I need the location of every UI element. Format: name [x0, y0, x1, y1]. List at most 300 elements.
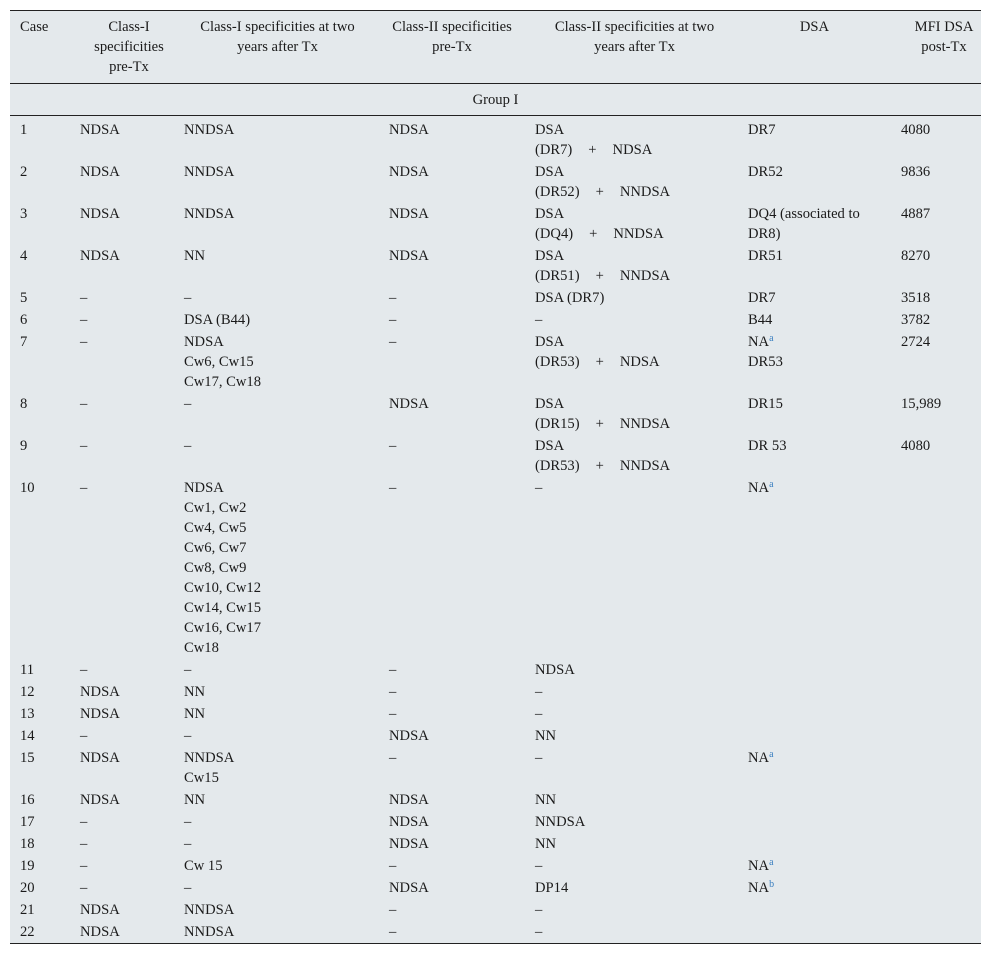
class2-post-cell [525, 855, 738, 877]
class2-post-cell [525, 921, 738, 943]
class2-post-line: DSA (DR7) [535, 290, 605, 306]
dsa-cell [738, 659, 891, 681]
case-number: 1 [20, 122, 28, 138]
class2-post-line [535, 266, 734, 286]
dsa-value: NA [748, 480, 770, 496]
class1-pre-cell: – [80, 880, 88, 896]
table-row [10, 245, 981, 287]
table-row [10, 747, 981, 789]
class1-post-cell [174, 161, 379, 203]
dsa-cell [738, 245, 891, 287]
class1-pre-cell: NDSA [80, 924, 120, 940]
mfi-cell: 15,989 [901, 396, 942, 412]
class2-pre-cell: NDSA [389, 814, 429, 830]
plus-sign: + [595, 416, 604, 432]
class1-post-line: – [184, 880, 192, 896]
class2-pre-cell: NDSA [389, 206, 429, 222]
dsa-entry [748, 288, 887, 308]
class1-post-line: Cw16, Cw17 [184, 620, 262, 636]
mfi-cell: 8270 [901, 248, 931, 264]
class2-post-cell [525, 833, 738, 855]
dsa-cell [738, 725, 891, 747]
header-row [10, 11, 981, 84]
class1-post-line: NNDSA [184, 164, 235, 180]
class1-post-line: – [184, 836, 192, 852]
class1-post-line: DSA (B44) [184, 312, 251, 328]
mfi-cell [891, 833, 981, 855]
dsa-value: DQ4 (associated to DR8) [748, 206, 860, 242]
class2-pre-cell: – [389, 706, 397, 722]
table-row [10, 477, 981, 659]
mfi-cell [891, 855, 981, 877]
dsa-cell [738, 393, 891, 435]
plus-sign: + [595, 184, 604, 200]
dsa-value: DR15 [748, 396, 783, 412]
case-number: 6 [20, 312, 28, 328]
dsa-cell [738, 899, 891, 921]
case-number: 11 [20, 662, 35, 678]
class2-post-line [535, 140, 734, 160]
class2-post-cell [525, 899, 738, 921]
mfi-cell: 4887 [901, 206, 931, 222]
case-number: 20 [20, 880, 35, 896]
plus-sign: + [588, 142, 597, 158]
class2-pre-cell: – [389, 684, 397, 700]
class1-post-cell [174, 899, 379, 921]
dsa-cell [738, 855, 891, 877]
dsa-entry [748, 748, 887, 768]
case-number: 19 [20, 858, 35, 874]
class1-post-line: NNDSA [184, 924, 235, 940]
class1-post-line: – [184, 438, 192, 454]
class2-post-line: – [535, 480, 543, 496]
table-row [10, 309, 981, 331]
case-number: 9 [20, 438, 28, 454]
mfi-cell [891, 703, 981, 725]
dsa-entry [748, 310, 887, 330]
table-row [10, 331, 981, 393]
class2-pre-cell: – [389, 924, 397, 940]
table-row [10, 899, 981, 921]
header-case: Case [20, 19, 49, 35]
dsa-entry [748, 878, 887, 898]
dsa-cell [738, 477, 891, 659]
class2-post-extra: NNDSA [619, 416, 671, 432]
mfi-cell: 3518 [901, 290, 931, 306]
case-number: 17 [20, 814, 35, 830]
class1-post-cell [174, 659, 379, 681]
class1-post-line: Cw6, Cw15 [184, 354, 254, 370]
class1-pre-cell: NDSA [80, 164, 120, 180]
dsa-entry [748, 478, 887, 498]
table-row [10, 287, 981, 309]
class1-post-line: NN [184, 684, 206, 700]
mfi-cell: 2724 [901, 334, 931, 350]
class1-post-line: NNDSA [184, 750, 235, 766]
case-number: 13 [20, 706, 35, 722]
class1-post-cell [174, 811, 379, 833]
class1-post-line: – [184, 728, 192, 744]
class1-post-cell [174, 921, 379, 943]
class2-post-cell [525, 203, 738, 245]
class1-post-line: NNDSA [184, 122, 235, 138]
class2-post-line: NN [535, 728, 557, 744]
dsa-cell [738, 435, 891, 477]
class2-pre-cell: NDSA [389, 248, 429, 264]
class2-post-line: DSA [535, 396, 565, 412]
class1-post-line: Cw6, Cw7 [184, 540, 247, 556]
header-class1-pre: Class-I specificities pre-Tx [94, 19, 164, 75]
class1-post-line: Cw 15 [184, 858, 223, 874]
class1-post-line: NN [184, 792, 206, 808]
class2-post-specificity: (DR15) [535, 416, 580, 432]
case-number: 7 [20, 334, 28, 350]
case-number: 16 [20, 792, 35, 808]
case-number: 5 [20, 290, 28, 306]
class2-post-specificity: (DR51) [535, 268, 580, 284]
class2-post-extra: NNDSA [619, 184, 671, 200]
table-row [10, 833, 981, 855]
case-number: 14 [20, 728, 35, 744]
class1-post-line: NDSA [184, 480, 224, 496]
class2-post-cell [525, 877, 738, 899]
class1-post-line: Cw4, Cw5 [184, 520, 247, 536]
class1-pre-cell: NDSA [80, 792, 120, 808]
table-row [10, 116, 981, 162]
class1-post-cell [174, 287, 379, 309]
mfi-cell: 9836 [901, 164, 931, 180]
class2-pre-cell: NDSA [389, 728, 429, 744]
class2-pre-cell: NDSA [389, 164, 429, 180]
class2-post-line: DSA [535, 438, 565, 454]
class2-post-cell [525, 116, 738, 162]
case-number: 12 [20, 684, 35, 700]
dsa-value: DR52 [748, 164, 783, 180]
case-number: 8 [20, 396, 28, 412]
class2-post-line [535, 182, 734, 202]
table-row [10, 855, 981, 877]
header-dsa: DSA [799, 19, 830, 35]
class2-pre-cell: NDSA [389, 396, 429, 412]
class2-post-cell [525, 331, 738, 393]
class1-pre-cell: – [80, 728, 88, 744]
table-row [10, 921, 981, 943]
header-class2-post: Class-II specificities at two years after Tx [554, 19, 715, 55]
dsa-cell [738, 287, 891, 309]
class2-post-line [535, 456, 734, 476]
class2-post-extra: NDSA [612, 142, 653, 158]
class1-post-cell [174, 681, 379, 703]
dsa-value: NA [748, 880, 770, 896]
class1-post-cell [174, 309, 379, 331]
class2-post-line: – [535, 684, 543, 700]
class1-post-line: Cw10, Cw12 [184, 580, 262, 596]
class1-pre-cell: NDSA [80, 750, 120, 766]
class2-pre-cell: – [389, 438, 397, 454]
class2-pre-cell: – [389, 312, 397, 328]
class2-post-cell [525, 747, 738, 789]
class1-pre-cell: NDSA [80, 902, 120, 918]
dsa-entry [748, 394, 887, 414]
class2-pre-cell: – [389, 290, 397, 306]
mfi-cell [891, 921, 981, 943]
dsa-cell [738, 203, 891, 245]
dsa-cell [738, 747, 891, 789]
case-number: 2 [20, 164, 28, 180]
class2-post-extra: NNDSA [619, 458, 671, 474]
class2-post-line: NN [535, 792, 557, 808]
table-row [10, 161, 981, 203]
class2-post-line [535, 224, 734, 244]
class1-pre-cell: – [80, 438, 88, 454]
plus-sign: + [595, 354, 604, 370]
class2-post-line: – [535, 902, 543, 918]
case-number: 10 [20, 480, 35, 496]
case-number: 4 [20, 248, 28, 264]
class1-post-cell [174, 435, 379, 477]
dsa-value: B44 [748, 312, 773, 328]
class2-post-cell [525, 725, 738, 747]
class2-pre-cell: – [389, 662, 397, 678]
dsa-entry [748, 332, 887, 352]
footnote-marker: a [769, 749, 774, 760]
class1-post-cell [174, 703, 379, 725]
class1-post-line: Cw15 [184, 770, 219, 786]
class1-post-line: Cw17, Cw18 [184, 374, 262, 390]
class2-post-specificity: (DR53) [535, 458, 580, 474]
dsa-cell [738, 703, 891, 725]
class2-post-cell [525, 245, 738, 287]
mfi-cell [891, 877, 981, 899]
mfi-cell [891, 747, 981, 789]
class1-pre-cell: – [80, 662, 88, 678]
case-number: 3 [20, 206, 28, 222]
class1-post-cell [174, 789, 379, 811]
class2-pre-cell: – [389, 480, 397, 496]
class2-post-line: NN [535, 836, 557, 852]
dsa-value: NA [748, 750, 770, 766]
class2-post-line: – [535, 924, 543, 940]
class2-post-cell [525, 703, 738, 725]
dsa-value: DR7 [748, 122, 776, 138]
dsa-entry [748, 162, 887, 182]
dsa-cell [738, 331, 891, 393]
table-row [10, 789, 981, 811]
dsa-entry [748, 436, 887, 456]
class2-post-cell [525, 811, 738, 833]
class2-pre-cell: NDSA [389, 122, 429, 138]
mfi-cell [891, 725, 981, 747]
class1-post-line: – [184, 396, 192, 412]
class2-post-line: NDSA [535, 662, 575, 678]
class2-pre-cell: NDSA [389, 880, 429, 896]
hla-specificities-table [10, 10, 981, 944]
plus-sign: + [595, 458, 604, 474]
class2-post-cell [525, 681, 738, 703]
class1-post-cell [174, 747, 379, 789]
dsa-entry [748, 352, 887, 372]
dsa-cell [738, 789, 891, 811]
class2-post-line: DSA [535, 122, 565, 138]
dsa-cell [738, 116, 891, 162]
class2-pre-cell: NDSA [389, 792, 429, 808]
class2-post-line [535, 352, 734, 372]
class2-post-cell [525, 477, 738, 659]
class1-post-line: – [184, 814, 192, 830]
mfi-cell [891, 681, 981, 703]
class2-post-line: DP14 [535, 880, 569, 896]
class2-pre-cell: – [389, 902, 397, 918]
plus-sign: + [589, 226, 598, 242]
class1-post-cell [174, 725, 379, 747]
mfi-cell: 4080 [901, 122, 931, 138]
header-mfi: MFI DSA post-Tx [914, 19, 974, 55]
footnote-marker: a [769, 333, 774, 344]
dsa-value: NA [748, 858, 770, 874]
class1-post-line: – [184, 662, 192, 678]
header-class1-post: Class-I specificities at two years after Tx [200, 19, 355, 55]
class2-post-line: – [535, 312, 543, 328]
dsa-value: DR7 [748, 290, 776, 306]
class1-pre-cell: NDSA [80, 684, 120, 700]
class2-post-cell [525, 435, 738, 477]
class1-post-line: NN [184, 248, 206, 264]
class2-post-extra: NNDSA [619, 268, 671, 284]
case-number: 18 [20, 836, 35, 852]
class2-post-extra: NNDSA [613, 226, 664, 242]
class2-post-line: DSA [535, 248, 565, 264]
class1-pre-cell: – [80, 334, 88, 350]
class2-post-line: DSA [535, 334, 565, 350]
table-row [10, 203, 981, 245]
class1-post-line: – [184, 290, 192, 306]
dsa-cell [738, 161, 891, 203]
class2-post-line: DSA [535, 206, 565, 222]
class2-post-cell [525, 393, 738, 435]
class1-post-line: Cw14, Cw15 [184, 600, 262, 616]
dsa-cell [738, 681, 891, 703]
class1-post-line: Cw18 [184, 640, 219, 656]
class2-post-specificity: (DR53) [535, 354, 580, 370]
class1-post-cell [174, 245, 379, 287]
mfi-cell [891, 659, 981, 681]
footnote-marker: b [769, 879, 775, 890]
class1-post-cell [174, 331, 379, 393]
case-number: 15 [20, 750, 35, 766]
class2-post-line: NNDSA [535, 814, 586, 830]
table-row [10, 659, 981, 681]
class1-pre-cell: – [80, 836, 88, 852]
mfi-cell [891, 477, 981, 659]
class2-post-cell [525, 161, 738, 203]
class2-post-cell [525, 309, 738, 331]
class1-post-cell [174, 477, 379, 659]
class1-post-cell [174, 833, 379, 855]
dsa-cell [738, 309, 891, 331]
dsa-cell [738, 877, 891, 899]
class2-post-specificity: (DQ4) [535, 226, 574, 242]
class1-post-cell [174, 855, 379, 877]
class2-post-extra: NDSA [619, 354, 660, 370]
class2-post-cell [525, 659, 738, 681]
class1-post-cell [174, 203, 379, 245]
dsa-entry [748, 120, 887, 140]
footnote-marker: a [769, 479, 774, 490]
footnote-marker: a [769, 857, 774, 868]
class1-post-line: NN [184, 706, 206, 722]
class1-pre-cell: – [80, 480, 88, 496]
class2-post-line: – [535, 858, 543, 874]
group-row [10, 84, 981, 116]
table-row [10, 811, 981, 833]
dsa-cell [738, 811, 891, 833]
class2-pre-cell: – [389, 858, 397, 874]
class2-post-line: DSA [535, 164, 565, 180]
dsa-entry [748, 246, 887, 266]
table-row [10, 435, 981, 477]
dsa-value: NA [748, 334, 770, 350]
table-row [10, 877, 981, 899]
dsa-value: DR53 [748, 354, 783, 370]
table-row [10, 681, 981, 703]
mfi-cell [891, 899, 981, 921]
table-row [10, 703, 981, 725]
class1-post-line: NNDSA [184, 206, 235, 222]
dsa-cell [738, 833, 891, 855]
class2-post-cell [525, 287, 738, 309]
dsa-value: DR 53 [748, 438, 787, 454]
dsa-entry [748, 856, 887, 876]
plus-sign: + [595, 268, 604, 284]
class1-pre-cell: – [80, 396, 88, 412]
class2-post-line [535, 414, 734, 434]
table-row [10, 725, 981, 747]
mfi-cell: 3782 [901, 312, 931, 328]
class2-post-line: – [535, 750, 543, 766]
mfi-cell [891, 789, 981, 811]
class2-pre-cell: NDSA [389, 836, 429, 852]
class1-pre-cell: – [80, 290, 88, 306]
class1-pre-cell: – [80, 312, 88, 328]
class2-post-specificity: (DR52) [535, 184, 580, 200]
class1-post-line: NDSA [184, 334, 224, 350]
dsa-value: DR51 [748, 248, 783, 264]
class2-post-cell [525, 789, 738, 811]
class1-post-line: Cw8, Cw9 [184, 560, 247, 576]
group-label: Group I [10, 84, 981, 116]
class1-post-line: NNDSA [184, 902, 235, 918]
header-class2-pre: Class-II specificities pre-Tx [392, 19, 512, 55]
case-number: 22 [20, 924, 35, 940]
class2-post-line: – [535, 706, 543, 722]
class1-pre-cell: – [80, 858, 88, 874]
mfi-cell: 4080 [901, 438, 931, 454]
class2-post-specificity: (DR7) [535, 142, 573, 158]
table-row [10, 393, 981, 435]
class1-post-cell [174, 116, 379, 162]
class1-pre-cell: NDSA [80, 248, 120, 264]
class1-post-line: Cw1, Cw2 [184, 500, 247, 516]
class1-pre-cell: NDSA [80, 706, 120, 722]
class1-post-cell [174, 393, 379, 435]
class2-pre-cell: – [389, 334, 397, 350]
dsa-entry [748, 206, 860, 242]
class1-pre-cell: – [80, 814, 88, 830]
class1-pre-cell: NDSA [80, 122, 120, 138]
dsa-cell [738, 921, 891, 943]
mfi-cell [891, 811, 981, 833]
class2-pre-cell: – [389, 750, 397, 766]
